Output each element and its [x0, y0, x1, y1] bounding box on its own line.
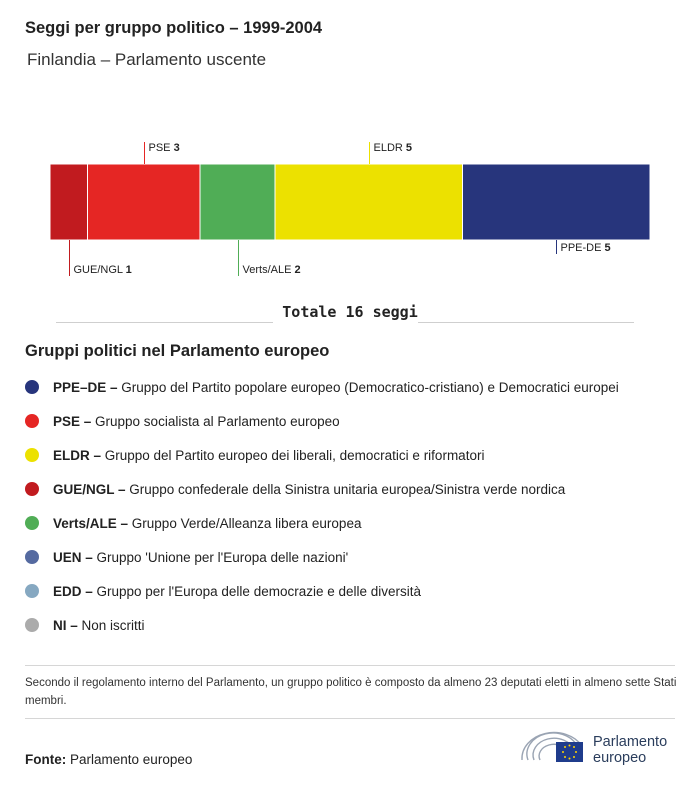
legend-abbr: GUE/NGL –: [53, 481, 126, 497]
legend-item: [25, 404, 619, 438]
logo-text: [593, 734, 667, 766]
parliament-hemicycle-icon: [520, 728, 590, 768]
legend-title: Gruppi politici nel Parlamento europeo: [25, 342, 330, 360]
bar-segment-gue-ngl: [50, 164, 88, 240]
legend-abbr: PPE–DE –: [53, 379, 118, 395]
data-label-pse: PSE 3: [148, 142, 180, 154]
legend-abbr: UEN –: [53, 549, 93, 565]
data-label-verts-ale: Verts/ALE 2: [242, 264, 301, 276]
legend-swatch-icon: [25, 414, 39, 428]
legend-abbr: NI –: [53, 617, 78, 633]
total-seats: [0, 300, 700, 344]
european-parliament-logo: [520, 728, 685, 768]
source: [25, 752, 192, 767]
bar-segment-ppe-de: [463, 164, 651, 240]
legend-item: [25, 438, 619, 472]
total-text: Totale 16 seggi: [282, 303, 418, 321]
legend-description: Gruppo del Partito europeo dei liberali, democratici e riformatori: [101, 447, 485, 463]
legend-swatch-icon: [25, 482, 39, 496]
bar-segment-eldr: [275, 164, 463, 240]
legend-description: Non iscritti: [77, 617, 145, 633]
legend-abbr: PSE –: [53, 413, 92, 429]
legend-swatch-icon: [25, 584, 39, 598]
data-label-gue-ngl: GUE/NGL 1: [73, 264, 132, 276]
data-label-ppe-de: PPE-DE 5: [560, 242, 611, 254]
chart-title: Seggi per gruppo politico – 1999-2004: [25, 19, 323, 37]
divider: [25, 665, 675, 666]
logo-line2: europeo: [593, 750, 647, 766]
divider: [25, 718, 675, 719]
source-value: Parlamento europeo: [70, 752, 193, 767]
legend-abbr: Verts/ALE –: [53, 515, 129, 531]
data-label-eldr: ELDR 5: [373, 142, 413, 154]
legend-abbr: ELDR –: [53, 447, 102, 463]
legend-item: [25, 540, 619, 574]
footnote: Secondo il regolamento interno del Parlamento, un gruppo politico è composto da almeno 23 deputati eletti in almeno sette Stati membri.: [25, 677, 677, 707]
legend-item: [25, 472, 619, 506]
legend: [25, 370, 619, 642]
legend-description: Gruppo per l'Europa delle democrazie e delle diversità: [92, 583, 422, 599]
legend-item: [25, 574, 619, 608]
legend-swatch-icon: [25, 448, 39, 462]
legend-item: [25, 506, 619, 540]
total-divider-left: [56, 322, 273, 323]
legend-item: [25, 370, 619, 404]
legend-description: Gruppo 'Unione per l'Europa delle nazioni': [92, 549, 349, 565]
legend-swatch-icon: [25, 380, 39, 394]
legend-description: Gruppo del Partito popolare europeo (Democratico-cristiano) e Democratici europei: [117, 379, 619, 395]
stacked-bar-chart: [0, 120, 700, 290]
legend-swatch-icon: [25, 618, 39, 632]
total-divider-right: [418, 322, 634, 323]
source-label: Fonte:: [25, 752, 67, 767]
chart-subtitle: Finlandia – Parlamento uscente: [27, 50, 267, 69]
legend-swatch-icon: [25, 550, 39, 564]
logo-line1: Parlamento: [593, 734, 668, 750]
legend-description: Gruppo confederale della Sinistra unitaria europea/Sinistra verde nordica: [125, 481, 566, 497]
legend-item: [25, 608, 619, 642]
legend-swatch-icon: [25, 516, 39, 530]
bar-segment-pse: [88, 164, 201, 240]
bar-segment-verts-ale: [200, 164, 275, 240]
legend-abbr: EDD –: [53, 583, 93, 599]
legend-description: Gruppo socialista al Parlamento europeo: [91, 413, 340, 429]
legend-description: Gruppo Verde/Alleanza libera europea: [128, 515, 362, 531]
